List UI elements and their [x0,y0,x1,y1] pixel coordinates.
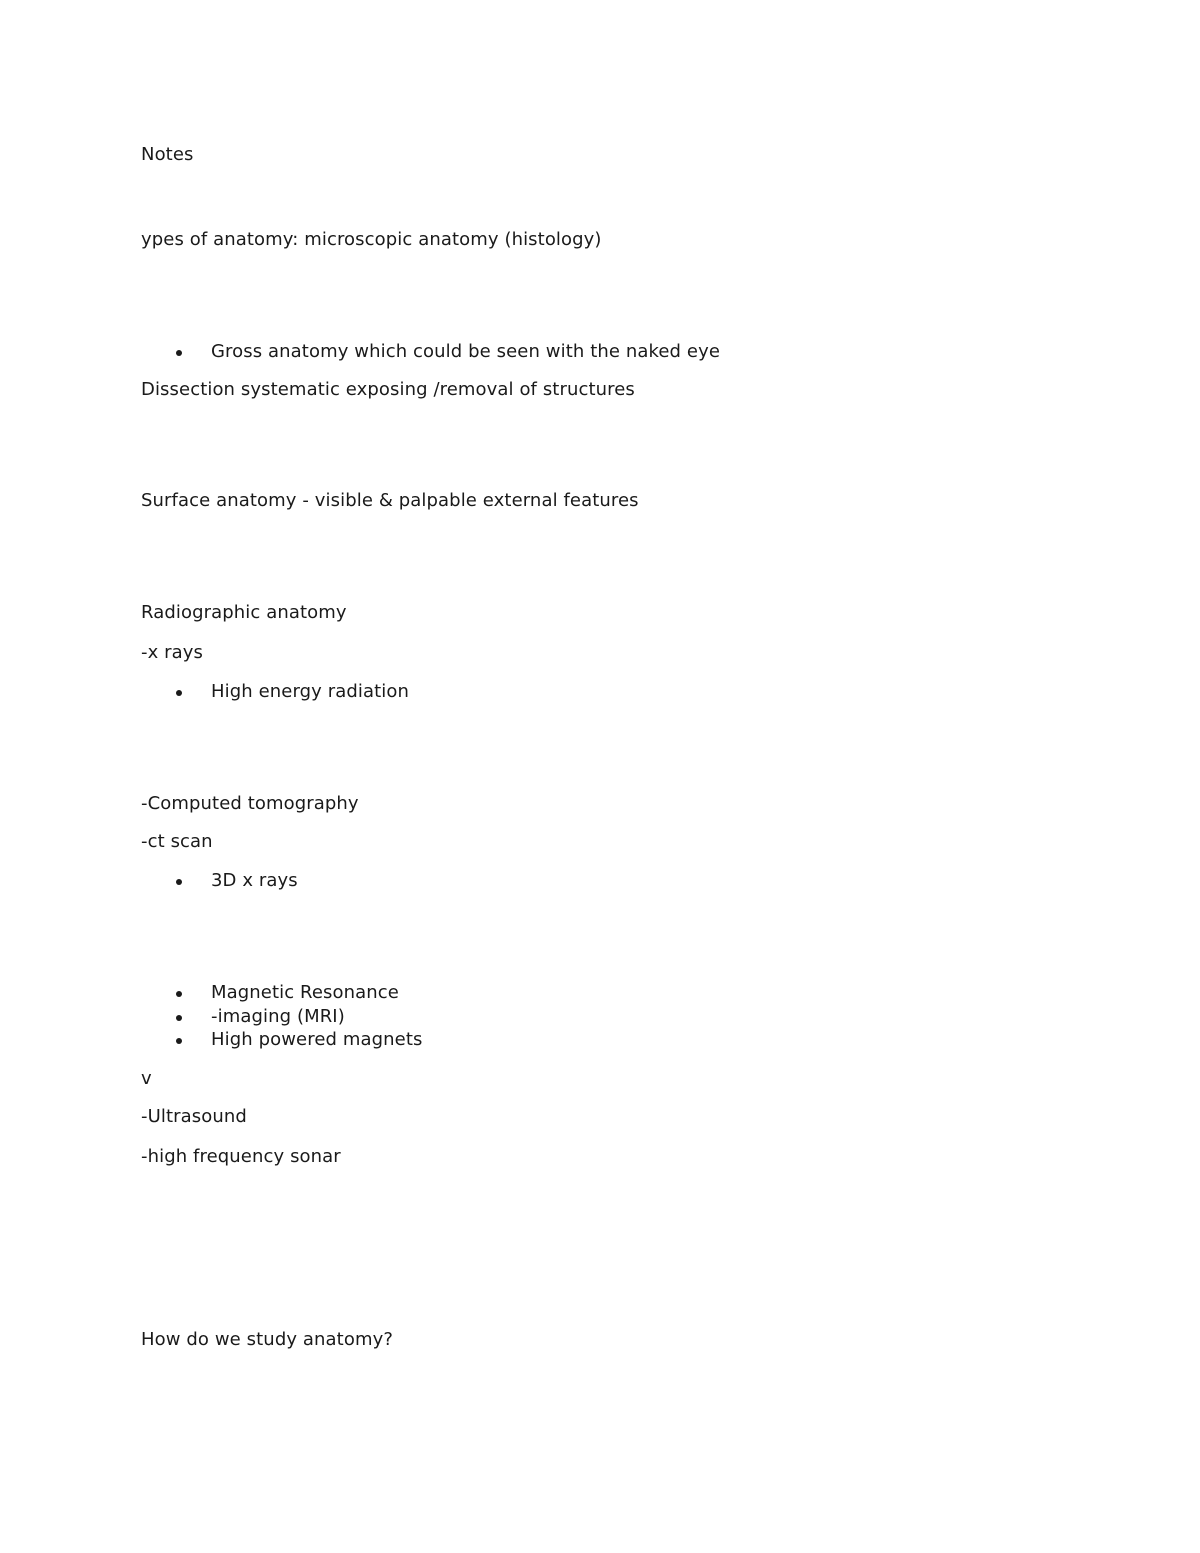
x-rays-line: -x rays [141,642,204,663]
types-of-anatomy-line: ypes of anatomy: microscopic anatomy (histology) [141,229,602,250]
dissection-line: Dissection systematic exposing /removal of structures [141,379,635,400]
bullet-icon [176,690,182,696]
bullet-icon [176,1015,182,1021]
radiographic-anatomy-line: Radiographic anatomy [141,602,347,623]
bullet-icon [176,879,182,885]
surface-anatomy-line: Surface anatomy - visible & palpable external features [141,490,639,511]
study-anatomy-question: How do we study anatomy? [141,1329,393,1350]
bullet-text: Magnetic Resonance [211,982,399,1003]
bullet-icon [176,991,182,997]
bullet-text: High energy radiation [211,681,409,702]
bullet-icon [176,350,182,356]
bullet-text: High powered magnets [211,1029,423,1050]
computed-tomography-line: -Computed tomography [141,793,359,814]
bullet-text: 3D x rays [211,870,298,891]
ct-scan-line: -ct scan [141,831,213,852]
bullet-icon [176,1038,182,1044]
v-line: v [141,1068,152,1089]
bullet-text: Gross anatomy which could be seen with the naked eye [211,341,721,362]
bullet-text: -imaging (MRI) [211,1006,345,1027]
ultrasound-line: -Ultrasound [141,1106,247,1127]
high-frequency-sonar-line: -high frequency sonar [141,1146,341,1167]
page-title: Notes [141,144,194,165]
